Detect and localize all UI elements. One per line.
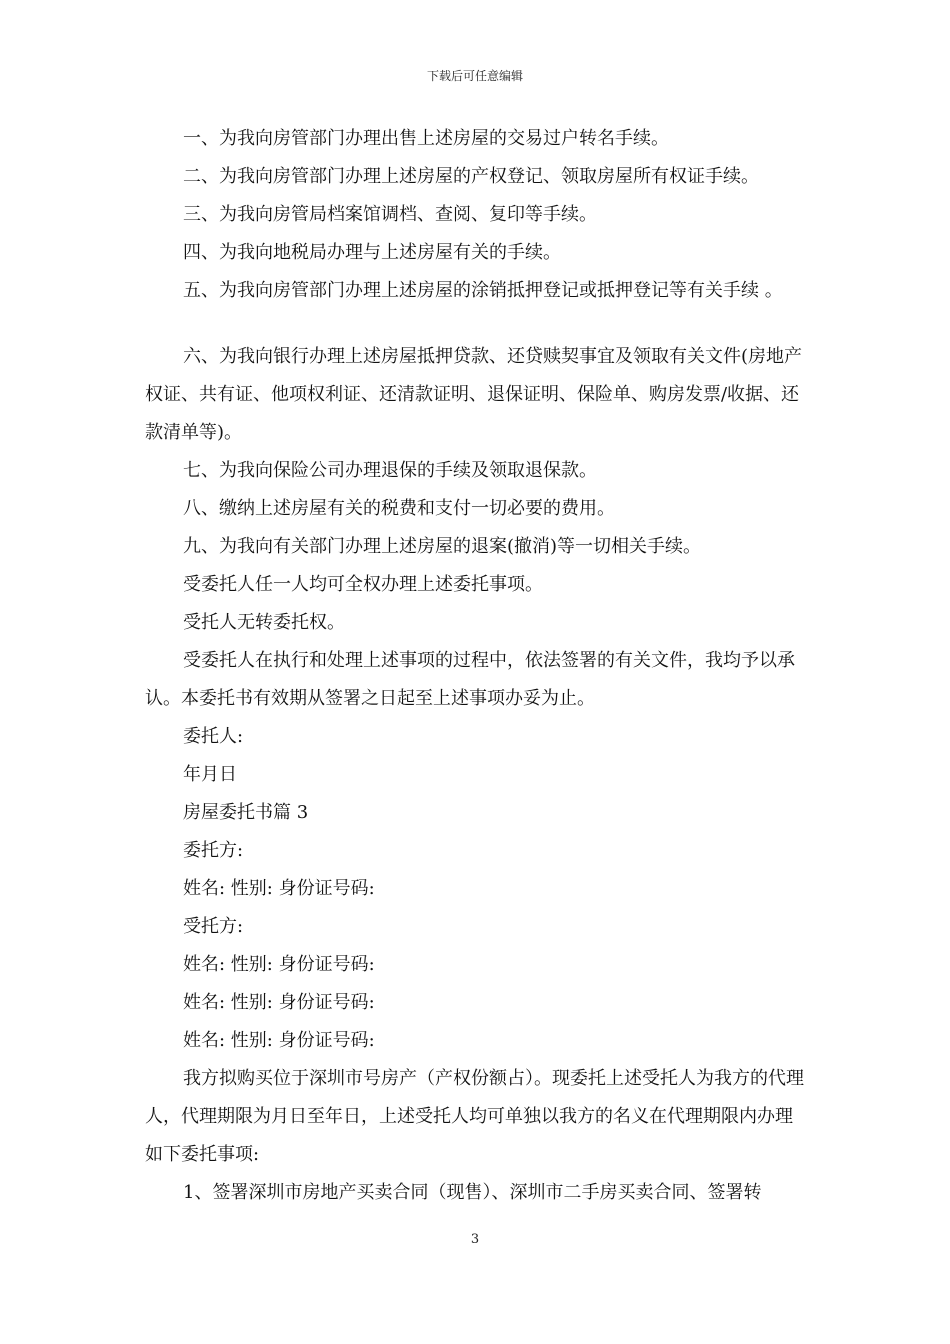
paragraph-item-9: 九、为我向有关部门办理上述房屋的退案(撤消)等一切相关手续。 bbox=[183, 536, 702, 557]
paragraph-gap bbox=[145, 310, 810, 338]
document-body bbox=[145, 120, 810, 1212]
agent-identity-line-1: 姓名: 性别: 身份证号码: bbox=[183, 954, 375, 975]
principal-identity-line: 姓名: 性别: 身份证号码: bbox=[183, 878, 375, 899]
principal-label: 委托人: bbox=[183, 726, 244, 747]
page-number: 3 bbox=[470, 1232, 480, 1247]
paragraph-purchase-agency: 我方拟购买位于深圳市号房产（产权份额占）。现委托上述受托人为我方的代理人，代理期限为月日至年日，上述受托人均可单独以我方的名义在代理期限内办理如下委托事项: bbox=[145, 1068, 804, 1165]
date-line: 年月日 bbox=[183, 764, 237, 785]
paragraph-item-1: 一、为我向房管部门办理出售上述房屋的交易过户转名手续。 bbox=[183, 128, 669, 149]
paragraph-all-authorized: 受委托人任一人均可全权办理上述委托事项。 bbox=[183, 574, 543, 595]
agent-party-label: 受托方: bbox=[183, 916, 244, 937]
paragraph-item-5: 五、为我向房管部门办理上述房屋的涂销抵押登记或抵押登记等有关手续 。 bbox=[183, 280, 783, 301]
paragraph-item-8: 八、缴纳上述房屋有关的税费和支付一切必要的费用。 bbox=[183, 498, 615, 519]
paragraph-validity: 受委托人在执行和处理上述事项的过程中，依法签署的有关文件，我均予以承认。本委托书有效期从签署之日起至上述事项办妥为止。 bbox=[145, 650, 795, 709]
paragraph-no-subdelegation: 受托人无转委托权。 bbox=[183, 612, 345, 633]
paragraph-item-3: 三、为我向房管局档案馆调档、查阅、复印等手续。 bbox=[183, 204, 597, 225]
paragraph-item-4: 四、为我向地税局办理与上述房屋有关的手续。 bbox=[183, 242, 561, 263]
paragraph-item-sign-contract: 1、签署深圳市房地产买卖合同（现售）、深圳市二手房买卖合同、签署转 bbox=[183, 1182, 762, 1203]
paragraph-item-7: 七、为我向保险公司办理退保的手续及领取退保款。 bbox=[183, 460, 597, 481]
page-header: 下载后可任意编辑 bbox=[426, 69, 523, 83]
principal-party-label: 委托方: bbox=[183, 840, 244, 861]
agent-identity-line-2: 姓名: 性别: 身份证号码: bbox=[183, 992, 375, 1013]
section-title: 房屋委托书篇 3 bbox=[183, 802, 309, 823]
paragraph-item-6: 六、为我向银行办理上述房屋抵押贷款、还贷赎契事宜及领取有关文件(房地产权证、共有证、他项权利证、还清款证明、退保证明、保险单、购房发票/收据、还款清单等)。 bbox=[145, 346, 803, 443]
agent-identity-line-3: 姓名: 性别: 身份证号码: bbox=[183, 1030, 375, 1051]
paragraph-item-2: 二、为我向房管部门办理上述房屋的产权登记、领取房屋所有权证手续。 bbox=[183, 166, 759, 187]
